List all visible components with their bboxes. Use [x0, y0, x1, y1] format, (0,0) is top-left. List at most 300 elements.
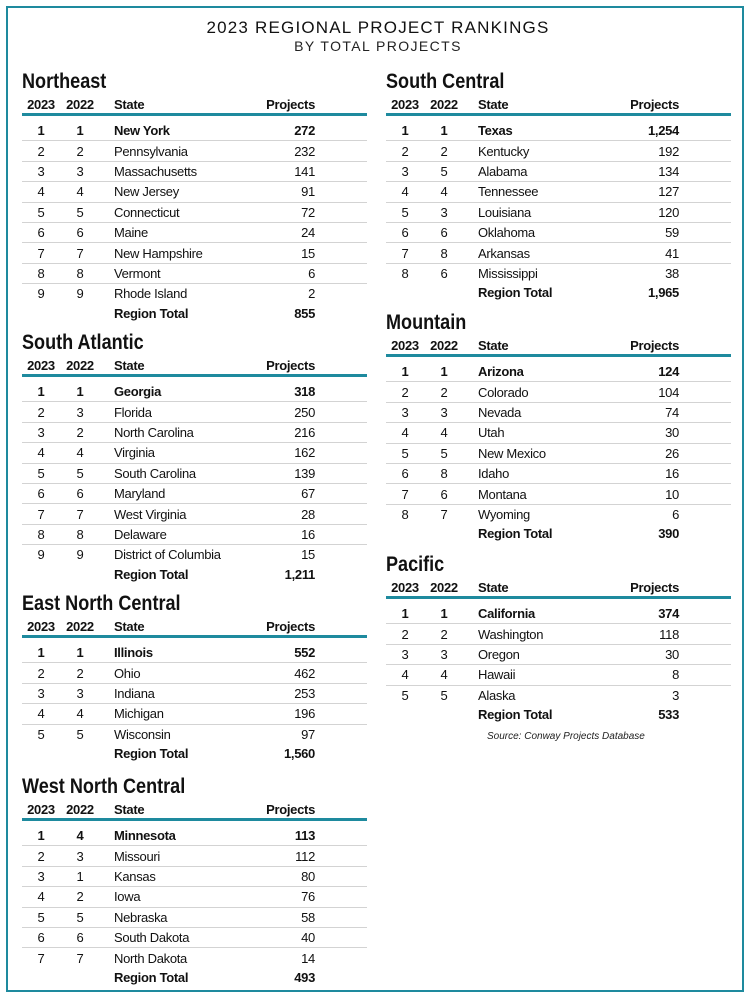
header-state: State — [478, 580, 509, 595]
state-name: Colorado — [478, 384, 529, 400]
project-count: 250 — [294, 404, 315, 420]
rank-2023: 2 — [37, 848, 45, 864]
project-count: 72 — [301, 204, 315, 220]
rank-2022: 2 — [76, 143, 84, 159]
header-2022: 2022 — [430, 97, 458, 112]
header-state: State — [114, 802, 145, 817]
state-name: Kentucky — [478, 143, 530, 159]
region-total-label: Region Total — [478, 526, 553, 542]
project-count: 80 — [301, 868, 315, 884]
rank-2022: 5 — [440, 445, 448, 461]
rank-2023: 2 — [401, 143, 409, 159]
state-name: Tennessee — [478, 184, 539, 200]
rank-2023: 5 — [401, 687, 409, 703]
region-total-label: Region Total — [114, 969, 189, 985]
rank-2023: 9 — [37, 547, 45, 563]
table-row — [22, 504, 367, 524]
state-name: Maine — [114, 225, 148, 241]
project-count: 76 — [301, 889, 315, 905]
project-count: 74 — [665, 404, 679, 420]
table-row — [22, 525, 367, 545]
rank-2022: 1 — [76, 645, 84, 661]
rank-2022: 1 — [76, 384, 84, 400]
state-name: Missouri — [114, 848, 160, 864]
region-total-row — [386, 283, 731, 302]
project-count: 162 — [294, 445, 315, 461]
rank-2023: 5 — [401, 445, 409, 461]
project-count: 134 — [658, 163, 679, 179]
region-total-label: Region Total — [114, 746, 189, 762]
project-count: 139 — [294, 465, 315, 481]
region-west-north-central — [22, 775, 367, 987]
project-count: 40 — [301, 930, 315, 946]
state-name: Alabama — [478, 163, 528, 179]
header-2023: 2023 — [27, 358, 55, 373]
state-name: Hawaii — [478, 667, 516, 683]
rank-2023: 7 — [37, 506, 45, 522]
region-pacific — [386, 553, 731, 724]
table-row — [22, 162, 367, 182]
table-row — [386, 505, 731, 524]
table-header — [386, 575, 731, 599]
region-title: Northeast — [22, 70, 107, 93]
rank-2023: 6 — [37, 486, 45, 502]
table-row — [386, 382, 731, 402]
project-count: 104 — [658, 384, 679, 400]
table-row — [22, 423, 367, 443]
table-row — [22, 203, 367, 223]
rank-2022: 2 — [440, 384, 448, 400]
state-name: Nebraska — [114, 909, 168, 925]
header-2023: 2023 — [27, 619, 55, 634]
project-count: 113 — [294, 828, 315, 844]
rank-2023: 7 — [37, 950, 45, 966]
header-state: State — [114, 97, 145, 112]
project-count: 374 — [658, 606, 679, 622]
project-count: 318 — [294, 384, 315, 400]
rank-2023: 4 — [37, 889, 45, 905]
rank-2022: 9 — [76, 547, 84, 563]
table-row — [386, 484, 731, 504]
region-northeast — [22, 70, 367, 323]
header-2023: 2023 — [391, 580, 419, 595]
rank-2023: 4 — [37, 706, 45, 722]
project-count: 10 — [665, 486, 679, 502]
project-count: 127 — [658, 184, 679, 200]
rank-2022: 9 — [76, 286, 84, 302]
rank-2022: 2 — [76, 424, 84, 440]
table-row — [386, 665, 731, 685]
table-row — [22, 264, 367, 284]
project-count: 141 — [294, 163, 315, 179]
project-count: 124 — [658, 364, 679, 380]
state-name: District of Columbia — [114, 547, 221, 563]
rank-2023: 9 — [37, 286, 45, 302]
header-state: State — [478, 338, 509, 353]
project-count: 6 — [308, 265, 315, 281]
rank-2022: 6 — [76, 486, 84, 502]
rank-2023: 1 — [37, 828, 45, 844]
rank-2022: 2 — [440, 626, 448, 642]
state-name: Washington — [478, 626, 544, 642]
table-header — [22, 353, 367, 377]
region-total-label: Region Total — [478, 707, 553, 723]
state-name: New Hampshire — [114, 245, 203, 261]
table-row — [386, 264, 731, 283]
header-2022: 2022 — [66, 358, 94, 373]
region-total-row — [386, 705, 731, 724]
rank-2023: 3 — [37, 163, 45, 179]
table-row — [22, 484, 367, 504]
rank-2023: 8 — [37, 265, 45, 281]
region-total-row — [22, 744, 367, 763]
project-count: 8 — [672, 667, 679, 683]
rank-2023: 8 — [37, 526, 45, 542]
region-title: West North Central — [22, 775, 186, 798]
state-name: Ohio — [114, 665, 141, 681]
table-row — [386, 624, 731, 644]
rank-2023: 8 — [401, 506, 409, 522]
project-count: 6 — [672, 506, 679, 522]
project-count: 24 — [301, 225, 315, 241]
state-name: Utah — [478, 425, 505, 441]
region-title: South Atlantic — [22, 331, 144, 354]
rank-2022: 6 — [440, 265, 448, 281]
header-projects: Projects — [266, 619, 315, 634]
project-count: 232 — [294, 143, 315, 159]
rank-2022: 1 — [76, 123, 84, 139]
state-name: New York — [114, 123, 170, 139]
header-projects: Projects — [266, 802, 315, 817]
rank-2023: 2 — [37, 404, 45, 420]
project-count: 552 — [294, 645, 315, 661]
rank-2022: 5 — [440, 163, 448, 179]
header-2022: 2022 — [430, 338, 458, 353]
table-header — [22, 614, 367, 638]
page-title: 2023 REGIONAL PROJECT RANKINGS — [206, 18, 550, 37]
rank-2023: 5 — [37, 726, 45, 742]
rank-2023: 4 — [37, 184, 45, 200]
table-row — [22, 887, 367, 907]
header-2022: 2022 — [430, 580, 458, 595]
project-count: 3 — [672, 687, 679, 703]
rank-2022: 7 — [76, 506, 84, 522]
header-2023: 2023 — [27, 97, 55, 112]
table-row — [386, 243, 731, 263]
table-row — [386, 141, 731, 161]
table-header — [22, 92, 367, 116]
rank-2022: 5 — [76, 204, 84, 220]
project-count: 120 — [658, 204, 679, 220]
table-row — [22, 545, 367, 564]
rank-2023: 6 — [37, 225, 45, 241]
header-state: State — [114, 358, 145, 373]
state-name: Maryland — [114, 486, 166, 502]
table-row — [22, 948, 367, 967]
table-header — [386, 333, 731, 357]
region-total-row — [386, 524, 731, 543]
state-name: Delaware — [114, 526, 167, 542]
rank-2023: 4 — [401, 425, 409, 441]
rank-2023: 4 — [37, 445, 45, 461]
rank-2023: 5 — [37, 909, 45, 925]
rank-2023: 2 — [401, 384, 409, 400]
header-projects: Projects — [266, 358, 315, 373]
table-row — [22, 826, 367, 846]
rank-2022: 3 — [76, 404, 84, 420]
rank-2022: 8 — [440, 466, 448, 482]
project-count: 28 — [301, 506, 315, 522]
state-name: North Dakota — [114, 950, 187, 966]
project-count: 30 — [665, 646, 679, 662]
state-name: North Carolina — [114, 424, 194, 440]
table-row — [22, 382, 367, 402]
state-name: Indiana — [114, 685, 155, 701]
state-name: Mississippi — [478, 265, 538, 281]
project-count: 272 — [294, 123, 315, 139]
project-count: 118 — [659, 626, 679, 642]
rank-2023: 3 — [37, 685, 45, 701]
rank-2023: 1 — [37, 384, 45, 400]
rank-2022: 7 — [440, 506, 448, 522]
table-header — [22, 797, 367, 821]
table-row — [22, 908, 367, 928]
project-count: 30 — [665, 425, 679, 441]
table-row — [386, 686, 731, 705]
rank-2023: 8 — [401, 265, 409, 281]
state-name: Minnesota — [114, 828, 176, 844]
rank-2023: 7 — [401, 245, 409, 261]
state-name: Pennsylvania — [114, 143, 188, 159]
rank-2023: 5 — [37, 465, 45, 481]
state-name: Rhode Island — [114, 286, 188, 302]
project-count: 1,254 — [647, 123, 679, 139]
project-count: 91 — [301, 184, 315, 200]
rank-2022: 3 — [440, 404, 448, 420]
table-row — [386, 604, 731, 624]
rank-2022: 5 — [440, 687, 448, 703]
rank-2022: 4 — [76, 828, 84, 844]
state-name: South Carolina — [114, 465, 196, 481]
state-name: Florida — [114, 404, 152, 420]
rank-2023: 6 — [401, 466, 409, 482]
header-state: State — [114, 619, 145, 634]
rank-2023: 1 — [37, 645, 45, 661]
table-row — [22, 121, 367, 141]
rank-2023: 4 — [401, 184, 409, 200]
state-name: Oklahoma — [478, 225, 535, 241]
rank-2022: 8 — [76, 526, 84, 542]
rank-2022: 5 — [76, 726, 84, 742]
region-east-north-central — [22, 592, 367, 763]
table-row — [22, 243, 367, 263]
region-total-value: 855 — [294, 305, 315, 321]
state-name: Louisiana — [478, 204, 531, 220]
table-row — [386, 162, 731, 182]
table-row — [22, 141, 367, 161]
region-south-central — [386, 70, 731, 303]
state-name: Virginia — [114, 445, 155, 461]
state-name: Montana — [478, 486, 527, 502]
rank-2022: 4 — [76, 184, 84, 200]
rank-2022: 1 — [440, 606, 448, 622]
table-row — [386, 403, 731, 423]
region-total-label: Region Total — [478, 285, 553, 301]
rank-2023: 7 — [401, 486, 409, 502]
header-2023: 2023 — [391, 338, 419, 353]
rank-2023: 1 — [401, 123, 409, 139]
project-count: 58 — [301, 909, 315, 925]
rank-2022: 4 — [440, 184, 448, 200]
rank-2022: 8 — [76, 265, 84, 281]
region-total-value: 390 — [658, 526, 679, 542]
state-name: Arizona — [478, 364, 524, 380]
state-name: Nevada — [478, 404, 522, 420]
table-row — [386, 464, 731, 484]
region-total-value: 1,211 — [284, 566, 315, 582]
state-name: South Dakota — [114, 930, 190, 946]
table-row — [386, 223, 731, 243]
state-name: New Jersey — [114, 184, 179, 200]
project-count: 112 — [295, 848, 315, 864]
rank-2023: 3 — [37, 868, 45, 884]
region-total-value: 533 — [658, 707, 679, 723]
project-count: 15 — [301, 245, 315, 261]
state-name: Massachusetts — [114, 163, 197, 179]
project-count: 67 — [301, 486, 315, 502]
rank-2022: 6 — [440, 225, 448, 241]
state-name: West Virginia — [114, 506, 187, 522]
state-name: Oregon — [478, 646, 520, 662]
table-row — [22, 928, 367, 948]
table-row — [386, 182, 731, 202]
rank-2022: 3 — [440, 646, 448, 662]
rank-2022: 7 — [76, 950, 84, 966]
state-name: Vermont — [114, 265, 161, 281]
rank-2023: 1 — [401, 606, 409, 622]
page-subtitle: BY TOTAL PROJECTS — [294, 38, 462, 54]
table-row — [22, 402, 367, 422]
state-name: California — [478, 606, 535, 622]
region-south-atlantic — [22, 331, 367, 584]
table-row — [22, 867, 367, 887]
project-count: 462 — [294, 665, 315, 681]
project-count: 59 — [665, 225, 679, 241]
state-name: Arkansas — [478, 245, 530, 261]
rank-2022: 2 — [76, 889, 84, 905]
project-count: 2 — [308, 286, 315, 302]
table-row — [386, 362, 731, 382]
project-count: 192 — [658, 143, 679, 159]
project-count: 253 — [294, 685, 315, 701]
state-name: Alaska — [478, 687, 516, 703]
region-total-value: 493 — [294, 969, 315, 985]
state-name: Georgia — [114, 384, 162, 400]
rank-2022: 1 — [440, 123, 448, 139]
project-count: 216 — [294, 424, 315, 440]
project-count: 16 — [301, 526, 315, 542]
region-total-value: 1,965 — [647, 285, 679, 301]
rank-2022: 6 — [76, 225, 84, 241]
rank-2023: 3 — [401, 163, 409, 179]
region-total-row — [22, 304, 367, 323]
state-name: Connecticut — [114, 204, 180, 220]
region-mountain — [386, 311, 731, 544]
table-row — [22, 684, 367, 704]
rank-2022: 4 — [76, 706, 84, 722]
rank-2023: 2 — [37, 665, 45, 681]
state-name: Illinois — [114, 645, 153, 661]
table-row — [22, 464, 367, 484]
rank-2022: 2 — [440, 143, 448, 159]
header-2022: 2022 — [66, 619, 94, 634]
table-row — [386, 203, 731, 223]
table-row — [22, 643, 367, 663]
region-title: Mountain — [386, 311, 467, 334]
region-title: South Central — [386, 70, 505, 93]
table-row — [22, 443, 367, 463]
rank-2023: 5 — [401, 204, 409, 220]
rank-2023: 1 — [37, 123, 45, 139]
header-2022: 2022 — [66, 802, 94, 817]
rank-2022: 1 — [76, 868, 84, 884]
project-count: 38 — [665, 265, 679, 281]
header-state: State — [478, 97, 509, 112]
rank-2022: 5 — [76, 909, 84, 925]
rank-2023: 1 — [401, 364, 409, 380]
rank-2022: 3 — [76, 685, 84, 701]
rank-2022: 8 — [440, 245, 448, 261]
table-row — [22, 725, 367, 744]
region-total-label: Region Total — [114, 305, 189, 321]
region-title: Pacific — [386, 553, 445, 576]
rank-2022: 4 — [76, 445, 84, 461]
header-2023: 2023 — [27, 802, 55, 817]
region-total-row — [22, 565, 367, 584]
header-projects: Projects — [630, 97, 679, 112]
table-row — [22, 846, 367, 866]
table-row — [22, 182, 367, 202]
rank-2022: 7 — [76, 245, 84, 261]
header-2022: 2022 — [66, 97, 94, 112]
table-row — [22, 663, 367, 683]
rank-2023: 2 — [401, 626, 409, 642]
rank-2022: 3 — [76, 163, 84, 179]
rank-2022: 5 — [76, 465, 84, 481]
project-count: 14 — [301, 950, 315, 966]
rank-2022: 6 — [440, 486, 448, 502]
header-2023: 2023 — [391, 97, 419, 112]
source-note: Source: Conway Projects Database — [487, 731, 645, 742]
table-row — [386, 444, 731, 464]
header-projects: Projects — [630, 338, 679, 353]
rank-2022: 1 — [440, 364, 448, 380]
rank-2023: 3 — [401, 646, 409, 662]
region-title: East North Central — [22, 592, 181, 615]
table-row — [22, 223, 367, 243]
rank-2022: 4 — [440, 667, 448, 683]
rank-2022: 3 — [440, 204, 448, 220]
rank-2023: 2 — [37, 143, 45, 159]
state-name: Kansas — [114, 868, 156, 884]
table-header — [386, 92, 731, 116]
rank-2023: 6 — [37, 930, 45, 946]
table-row — [386, 121, 731, 141]
rank-2023: 5 — [37, 204, 45, 220]
table-row — [386, 645, 731, 665]
rank-2023: 4 — [401, 667, 409, 683]
region-total-value: 1,560 — [283, 746, 315, 762]
